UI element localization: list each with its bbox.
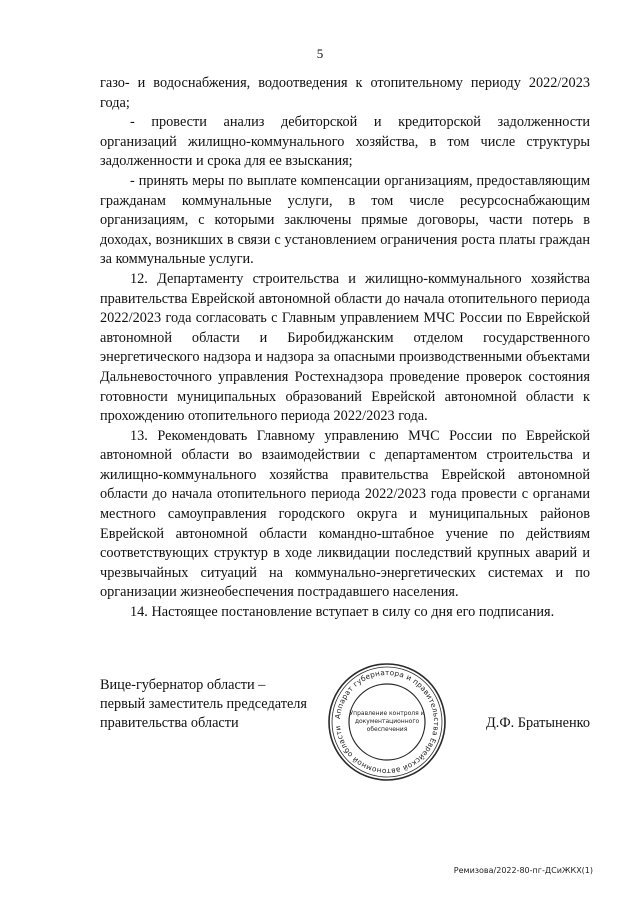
stamp-outer-text: Аппарат губернатора и правительства Еврейской автономной области (333, 667, 442, 777)
paragraph-compensation: - принять меры по выплате компенсации организациям, предоставляющим гражданам коммунальные услуги, в том числе ресурсоснабжающим организациям, с которыми заключены прямые договоры, части потерь в доходах, возникших в связи с установлением ограничения роста платы граждан за коммунальные услуги. (100, 172, 590, 268)
page-number: 5 (316, 46, 324, 61)
stamp-inner-line: документационного (354, 718, 420, 725)
paragraph-item-14: 14. Настоящее постановление вступает в силу со дня его подписания. (130, 604, 555, 621)
signer-title-line: Вице-губернатор области – (100, 677, 266, 693)
paragraph-debt-analysis: - провести анализ дебиторской и кредиторской задолженности организаций жилищно-коммунального хозяйства, в том числе структуры задолженности и срока для ее взыскания; (100, 114, 590, 170)
paragraph-item-12: 12. Департаменту строительства и жилищно-коммунального хозяйства правительства Еврейской автономной области до начала отопительного периода 2022/2023 года согласовать с Главным управлением МЧС России по Еврейской автономной области и Биробиджанским отделом государственного энергетического надзора и надзора за опасными производственными объектами Дальневосточного управления Ростехнадзора проведение проверок состояния готовности муниципальных образований Еврейской автономной области к прохождению отопительного периода 2022/2023 года. (100, 270, 590, 425)
signature-block (100, 667, 590, 786)
stamp-inner-line: Управление контроля и (349, 710, 425, 717)
signer-title (100, 676, 320, 733)
footer-reference: Ремизова/2022-80-пг-ДСиЖКХ(1) (453, 866, 593, 875)
document-body (100, 74, 590, 623)
stamp-inner-line: обеспечения (366, 726, 408, 733)
signer-title-line: первый заместитель председателя (100, 696, 307, 712)
signer-title-line: правительства области (100, 715, 239, 731)
paragraph-continuation: газо- и водоснабжения, водоотведения к отопительному периоду 2022/2023 года; (100, 75, 590, 111)
signer-name: Д.Ф. Братыненко (486, 715, 590, 731)
paragraph-item-13: 13. Рекомендовать Главному управлению МЧС России по Еврейской автономной области во взаимодействии с департаментом строительства и жилищно-коммунального хозяйства правительства Еврейской автономной области до начала отопительного периода 2022/2023 года провести с органами местного самоуправления городского округа и муниципальных районов Еврейской автономной области командно-штабное учение по действиям соответствующих структур в ходе ликвидации последствий крупных аварий и чрезвычайных ситуаций на коммунально-энергетических системах и по организации жизнеобеспечения пострадавшего населения. (100, 427, 590, 601)
official-stamp (325, 660, 449, 784)
